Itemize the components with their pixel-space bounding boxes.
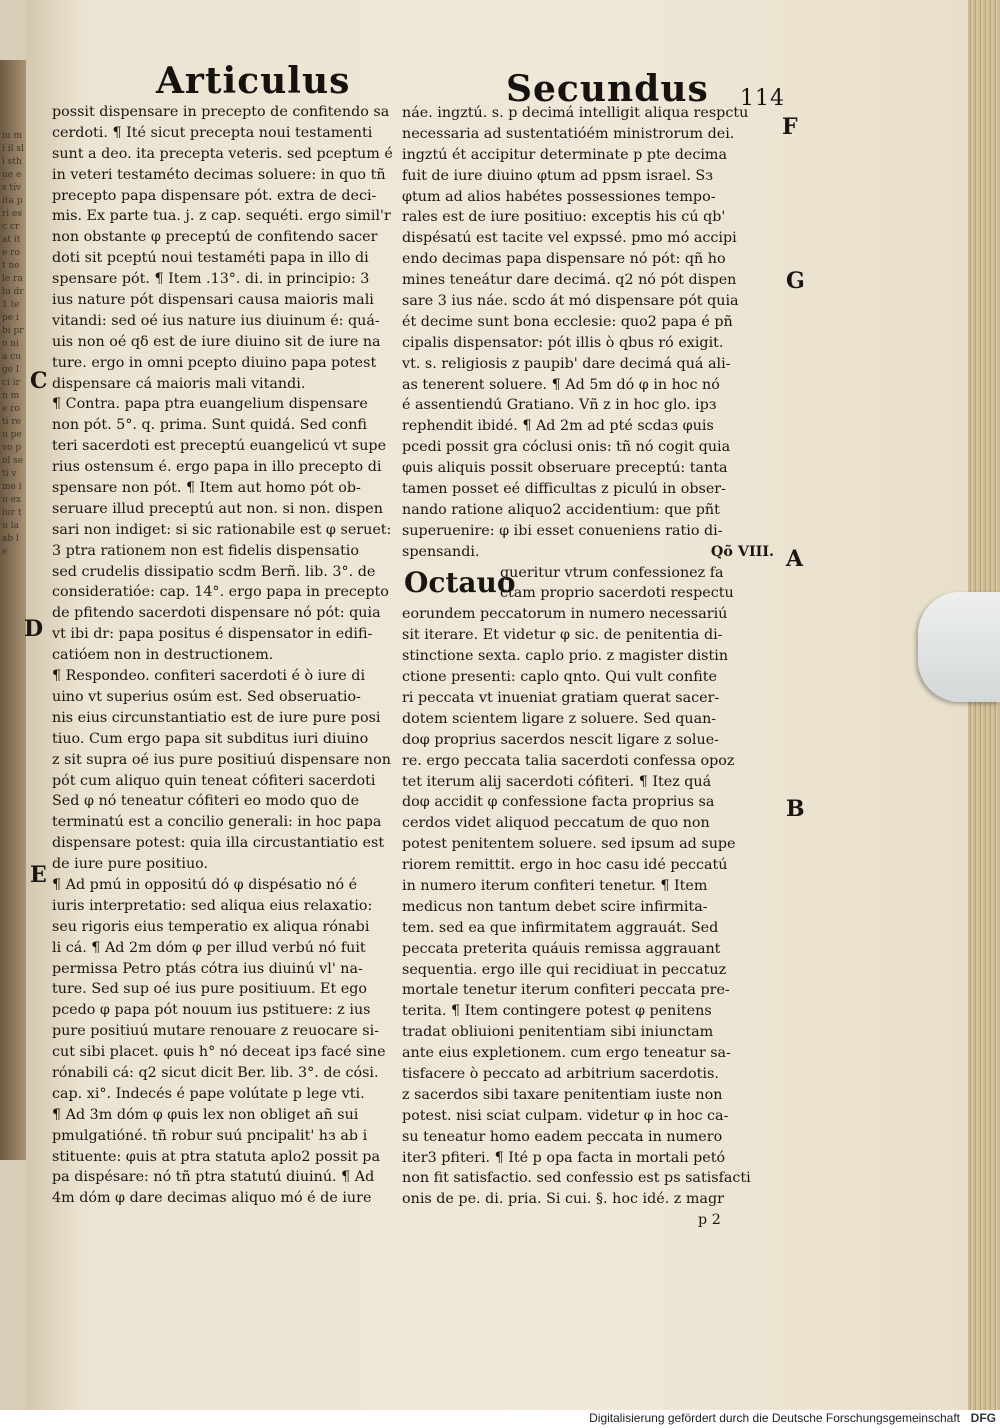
text-line: ctam proprio sacerdoti respectu [500, 585, 734, 602]
running-header-left: Articulus [156, 60, 351, 102]
text-line: ius nature pót dispensari causa maioris mali [52, 292, 374, 309]
text-line: 4m dóm φ dare decimas aliquo mó é de iure [52, 1190, 372, 1207]
text-line: doφ proprius sacerdos nescit ligare z solue- [402, 731, 719, 748]
text-line: fuit de iure diuino φtum ad ppsm israel. Sз [402, 167, 714, 184]
running-header-right: Secundus [506, 68, 709, 110]
text-line: eorundem peccatorum in numero necessariú [402, 606, 728, 623]
text-line: ri peccata vt inueniat gratiam querat sacer- [402, 689, 720, 706]
text-line: tem. sed ea que infirmitatem aggrauát. Sed [402, 919, 719, 936]
text-line: dispensare potest: quia illa circustantiatio est [52, 835, 385, 852]
text-line: é assentiendú Gratiano. Vñ z in hoc glo. ipз [402, 397, 717, 414]
text-line: non fit satisfactio. sed confessio est ps satisfacti [402, 1170, 751, 1187]
text-line: medicus non tantum debet scire infirmita- [402, 898, 708, 915]
left-text-column [52, 102, 397, 1209]
margin-letter-g: G [786, 268, 805, 294]
text-line: peccata preterita quáuis remissa aggrauant [402, 940, 721, 957]
text-line: sit iterare. Et videtur φ sic. de penitentia di- [402, 627, 723, 644]
initial-word: Octauo [404, 565, 516, 599]
text-line: iter3 pfiteri. ¶ Ité p opa facta in mortali petó [402, 1149, 726, 1166]
question-label: Qõ VIII. [710, 543, 774, 560]
text-line: onis de pe. di. pria. Si cui. §. hoc idé. z magr [402, 1191, 724, 1208]
text-line: z sacerdos sibi taxare penitentiam iuste non [402, 1086, 723, 1103]
text-line: sare 3 ius náe. scdo át mó dispensare pót quia [402, 293, 739, 310]
text-line: ¶ Respondeo. confiteri sacerdoti é ò iure di [52, 668, 366, 685]
text-line: φuis aliquis possit obseruare preceptú: tanta [402, 460, 728, 477]
text-line: de pfitendo sacerdoti dispensare nó pót: quia [52, 605, 381, 622]
text-line: non pót. 5°. q. prima. Sunt quidá. Sed confi [52, 417, 367, 434]
text-line: p 2 [698, 1212, 721, 1229]
text-line: nando ratione aliquo2 accidentium: que pñt [402, 501, 720, 518]
text-line: non obstante φ preceptú de confitendo sacer [52, 229, 378, 246]
text-line: doφ accidit φ confessione facta proprius sa [402, 794, 715, 811]
text-line: in veteri testaméto decimas soluere: in quo tñ [52, 166, 386, 183]
text-line: ¶ Contra. papa ptra euangelium dispensare [52, 396, 368, 413]
text-line: náe. ingztú. s. p decimá intelligit aliqua respctu [402, 105, 749, 121]
text-line: riorem remittit. ergo in hoc casu idé peccatú [402, 857, 728, 874]
text-line: cap. xi°. Indecés é pape volútate p lege vti. [52, 1085, 365, 1102]
text-line: consideratióe: cap. 14°. ergo papa in precepto [52, 584, 389, 601]
text-line: spensare non pót. ¶ Item aut homo pót ob- [52, 480, 361, 497]
text-line: 3 ptra rationem non est fidelis dispensatio [52, 542, 359, 559]
text-line: rales est de iure positiuo: exceptis his cú qb' [402, 209, 726, 226]
text-line: superuenire: φ ibi esset conueniens ratio di- [402, 522, 723, 539]
text-line: ¶ Ad 3m dóm φ φuis lex non obliget añ sui [52, 1106, 359, 1123]
text-line: seu rigoris eius temperatio ex aliqua rónabi [52, 918, 370, 935]
text-line: nis eius circunstantiatio est de iure pure posi [52, 709, 381, 726]
page-stack-edge [968, 0, 1000, 1410]
text-line: pcedo φ papa pót nouum ius pstituere: z ius [52, 1002, 371, 1019]
text-line: teri sacerdoti est preceptú euangelicú vt supe [52, 438, 387, 455]
text-line: pa dispésare: nó tñ ptra statutú diuinú. ¶ Ad [52, 1169, 375, 1186]
text-line: tradat obliuioni penitentiam sibi iniunctam [402, 1024, 714, 1041]
text-line: permissa Petro ptás cótra ius diuinú vl' na- [52, 960, 363, 977]
margin-letter-f: F [782, 114, 798, 140]
text-line: mines teneátur dare decimá. q2 nó pót dispen [402, 272, 737, 289]
text-line: iuris interpretatio: sed aliqua eius relaxatio: [52, 897, 373, 914]
text-line: pcedi possit gra cóclusi onis: tñ nó cogit quia [402, 439, 731, 456]
text-line: sunt a deo. ita precepta veteris. sed pceptum é [52, 145, 393, 162]
text-line: tet iterum alij sacerdoti cófiteri. ¶ Itez quá [402, 773, 712, 790]
text-line: ét decime sunt bona ecclesie: quo2 papa é pñ [402, 313, 733, 330]
text-line: uino vt superius osúm est. Sed obseruatio- [52, 688, 361, 705]
text-line: li cá. ¶ Ad 2m dóm φ per illud verbú nó fuit [52, 939, 366, 956]
text-line: vt. s. religiosis z paupib' dare decimá quá ali- [402, 355, 731, 372]
text-line: queritur vtrum confessionez fa Octauo [404, 564, 724, 599]
text-line: uis non oé qδ est de iure diuino sit de iure na [52, 333, 381, 350]
paper-clip [918, 592, 1000, 702]
text-line: necessaria ad sustentatióém ministrorum dei. [402, 125, 735, 142]
text-line: ctione presenti: caplo qnto. Qui vult confite [402, 669, 717, 686]
text-line: vt ibi dr: papa positus é dispensator in edifi- [52, 626, 373, 643]
funding-credit: Digitalisierung gefördert durch die Deutsche Forschungsgemeinschaft [589, 1411, 960, 1425]
previous-page-edge [0, 60, 26, 1160]
text-line: spensare pót. ¶ Item .13°. di. in principio: 3 [52, 271, 370, 288]
text-line: stituente: φuis at ptra statuta aplo2 possit pa [52, 1148, 380, 1165]
text-line: ¶ Ad pmú in oppositú dó φ dispésatio nó é [52, 876, 358, 893]
text-line: in numero iterum confiteri tenetur. ¶ Item [402, 877, 708, 894]
text-line: cerdoti. ¶ Ité sicut precepta noui testamenti [52, 124, 373, 141]
text-line: re. ergo peccata talia sacerdoti confessa opoz [402, 752, 735, 769]
text-line: vitandi: sed oé ius nature ius diuinum é: quá- [52, 312, 380, 329]
text-line: de iure pure positiuo. [52, 856, 209, 873]
footer-bar [0, 1410, 1000, 1428]
text-line: dispensare cá maioris mali vitandi. [52, 375, 306, 392]
dfg-logo: DFG [970, 1411, 996, 1425]
text-line: pmulgatióné. tñ robur suú pncipalit' hз ab i [52, 1127, 368, 1144]
margin-letter-b: B [786, 796, 805, 822]
text-line: seruare illud preceptú aut non. si non. dispen [52, 500, 383, 517]
text-line: endo decimas papa dispensare nó pót: qñ ho [402, 251, 726, 268]
text-line: cipalis dispensator: pót illis ò qbus ró exigit. [402, 334, 724, 351]
text-line: mis. Ex parte tua. j. z cap. sequéti. ergo simil'r [52, 208, 391, 225]
text-line: tamen posset eé difficultas z piculú in obser- [402, 481, 726, 498]
text-line: mortale tenetur iterum confiteri peccata pre- [402, 982, 730, 999]
text-line: pure positiuú mutare renouare z reuocare si- [52, 1023, 379, 1040]
text-line: rónabili cá: q2 sicut dicit Ber. lib. 3°. de cósi. [52, 1064, 379, 1081]
text-line: cerdos videt aliquod peccatum de quo non [402, 815, 710, 832]
text-line: stinctione sexta. caplo prio. z magister distin [402, 648, 729, 665]
previous-page-text-fragment: iu mi il sli sth ue es tiv ita pri es c crat ite ro t ne le ra lu dr 1 te pe ibi pro nia cu ge l ci ir n me ro ti reu pe vo pol se ti v me iu ex iur tu la ab le [2, 131, 24, 557]
folio-number: 114 [740, 86, 785, 111]
text-line: tisfacere ò peccato ad arbitrium sacerdotis. [402, 1065, 719, 1082]
text-line: doti sit pceptú noui testaméti papa in illo di [52, 250, 369, 267]
text-line: rephendit ibidé. ¶ Ad 2m ad pté scdaз φuis [402, 418, 714, 435]
margin-letter-a: A [786, 546, 804, 572]
text-line: Sed φ nó teneatur cófiteri eo modo quo de [52, 793, 360, 810]
text-line: terminatú est a concilio generali: in hoc papa [52, 814, 382, 831]
margin-letter-e: E [30, 862, 47, 888]
text-line: sequentia. ergo ille qui recidiuat in peccatuz [402, 961, 727, 978]
text-line: ante eius expletionem. cum ergo teneatur sa- [402, 1045, 731, 1062]
text-line: su teneatur homo eadem peccata in numero [402, 1128, 723, 1145]
margin-letter-d: D [24, 616, 44, 642]
text-line: precepto papa dispensare pót. extra de deci- [52, 187, 377, 204]
text-line: dispésatú est tacite vel expssé. pmo mó accipi [402, 230, 737, 247]
text-line: φtum ad alios habétes possessiones tempo- [402, 188, 716, 205]
text-line: terita. ¶ Item contingere potest φ penitens [402, 1003, 712, 1020]
text-line: sari non indiget: si sic rationabile est φ seruet: [52, 521, 392, 538]
right-text-column [402, 103, 780, 1231]
text-line: pót cum aliquo quin teneat cófiteri sacerdoti [52, 772, 376, 789]
margin-letter-c: C [30, 368, 48, 394]
text-line: ture. ergo in omni pcepto diuino papa potest [52, 354, 377, 371]
text-line: tiuo. Cum ergo papa sit subditus iuri diuino [52, 730, 369, 747]
text-line: cut sibi placet. φuis h° nó deceat ipз facé sine [52, 1044, 386, 1061]
text-line: dotem scientem ligare z soluere. Sed quan- [402, 710, 717, 727]
text-line: ingztú ét accipitur determinate p pte decima [402, 146, 728, 163]
text-line: possit dispensare in precepto de confitendo sa [52, 104, 390, 120]
text-line: sed crudelis dissipatio scdm Berñ. lib. 3°. de [52, 563, 376, 580]
text-line: z sit supra oé ius pure positiuú dispensare non [52, 751, 391, 768]
text-line: catióem non in destructionem. [52, 647, 274, 664]
text-line: ture. Sed sup oé ius pure positiuum. Et ego [52, 981, 367, 998]
text-line: spensandi. Qõ VIII. [402, 542, 780, 563]
text-line: potest. nisi sciat culpam. videtur φ in hoc ca- [402, 1107, 729, 1124]
text-line: potest penitentem soluere. sed ipsum ad supe [402, 836, 736, 853]
text-line: rius ostensum é. ergo papa in illo precepto di [52, 459, 382, 476]
text-line: as tenerent soluere. ¶ Ad 5m dó φ in hoc nó [402, 376, 720, 393]
